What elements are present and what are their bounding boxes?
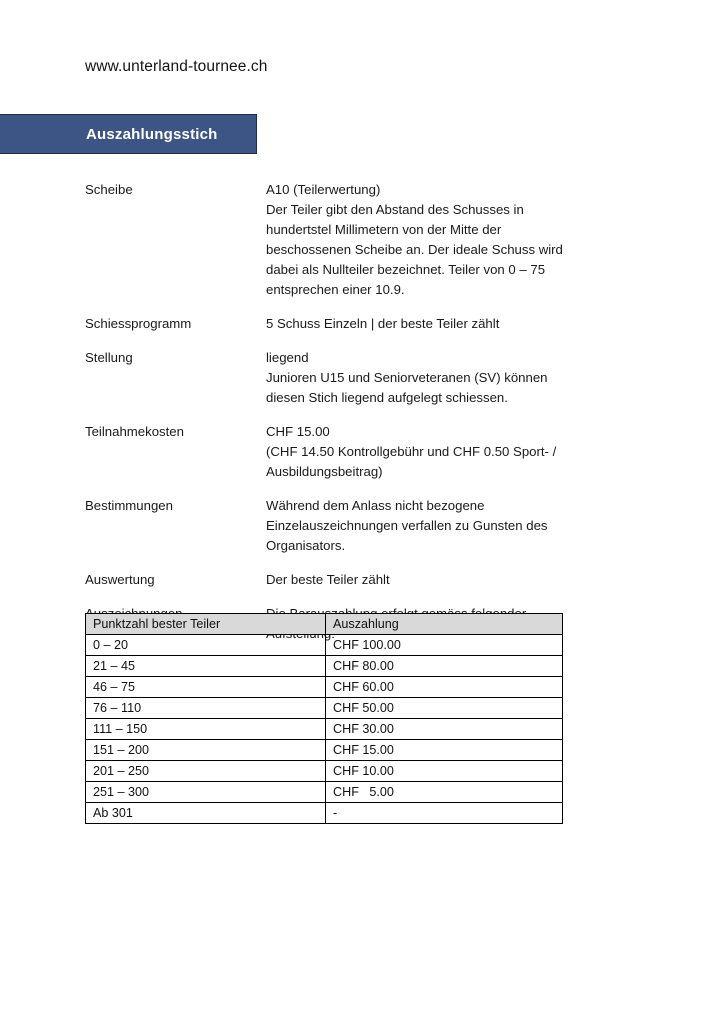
spec-row: [85, 348, 625, 408]
table-row: [86, 635, 563, 656]
spec-value-line: Ausbildungsbeitrag): [266, 464, 383, 479]
payout-amount-cell: CHF 60.00: [326, 677, 563, 698]
spec-value-line: CHF 15.00: [266, 424, 330, 439]
table-row: [86, 782, 563, 803]
spec-value: [266, 570, 625, 590]
table-row: [86, 740, 563, 761]
payout-amount-cell: CHF 15.00: [326, 740, 563, 761]
spec-row: [85, 570, 625, 590]
score-range-cell: 46 – 75: [86, 677, 326, 698]
score-range-cell: 151 – 200: [86, 740, 326, 761]
spec-value-line: A10 (Teilerwertung): [266, 182, 381, 197]
spec-value-line: Organisators.: [266, 538, 346, 553]
spec-row: [85, 180, 625, 300]
spec-label: Teilnahmekosten: [85, 424, 184, 439]
table-row: [86, 761, 563, 782]
table-column-header: Punktzahl bester Teiler: [86, 614, 326, 635]
score-range-cell: 21 – 45: [86, 656, 326, 677]
payout-amount-cell: CHF 100.00: [326, 635, 563, 656]
spec-value-line: diesen Stich liegend aufgelegt schiessen.: [266, 390, 508, 405]
score-range-cell: 251 – 300: [86, 782, 326, 803]
table-header-row: [86, 614, 563, 635]
payout-amount-cell: CHF 30.00: [326, 719, 563, 740]
payout-amount-cell: CHF 80.00: [326, 656, 563, 677]
page-title-banner: [0, 114, 257, 154]
spec-value-line: Junioren U15 und Seniorveteranen (SV) können: [266, 370, 548, 385]
spec-value: [266, 180, 625, 300]
spec-value-line: beschossenen Scheibe an. Der ideale Schuss wird: [266, 242, 563, 257]
table-row: [86, 677, 563, 698]
payout-table: [85, 613, 563, 824]
spec-value: [266, 422, 625, 482]
spec-value-line: Während dem Anlass nicht bezogene: [266, 498, 485, 513]
spec-row: [85, 314, 625, 334]
spec-value: [266, 496, 625, 556]
table-row: [86, 719, 563, 740]
spec-value-line: entsprechen einer 10.9.: [266, 282, 405, 297]
discipline-spec-list: [85, 180, 625, 658]
spec-row: [85, 422, 625, 482]
table-row: [86, 656, 563, 677]
spec-value-line: hundertstel Millimetern von der Mitte der: [266, 222, 502, 237]
table-row: [86, 698, 563, 719]
spec-value-line: liegend: [266, 350, 309, 365]
score-range-cell: 201 – 250: [86, 761, 326, 782]
spec-value-line: Der beste Teiler zählt: [266, 572, 390, 587]
page-title: Auszahlungsstich: [86, 125, 218, 143]
score-range-cell: 111 – 150: [86, 719, 326, 740]
spec-row: [85, 496, 625, 556]
spec-value-line: Einzelauszeichnungen verfallen zu Gunsten des: [266, 518, 548, 533]
payout-amount-cell: -: [326, 803, 563, 824]
spec-label: Bestimmungen: [85, 498, 173, 513]
spec-value-line: 5 Schuss Einzeln | der beste Teiler zählt: [266, 316, 500, 331]
payout-table-container: [85, 613, 562, 824]
spec-value-line: Der Teiler gibt den Abstand des Schusses in: [266, 202, 524, 217]
spec-value: [266, 314, 625, 334]
payout-amount-cell: CHF 50.00: [326, 698, 563, 719]
spec-label: Auswertung: [85, 572, 155, 587]
table-column-header: Auszahlung: [326, 614, 563, 635]
spec-value-line: dabei als Nullteiler bezeichnet. Teiler von 0 – 75: [266, 262, 546, 277]
spec-label: Stellung: [85, 350, 133, 365]
payout-table-body: [86, 635, 563, 824]
spec-value: [266, 348, 625, 408]
score-range-cell: Ab 301: [86, 803, 326, 824]
spec-label: Scheibe: [85, 182, 133, 197]
table-row: [86, 803, 563, 824]
spec-value-line: (CHF 14.50 Kontrollgebühr und CHF 0.50 Sport- /: [266, 444, 557, 459]
spec-label: Schiessprogramm: [85, 316, 192, 331]
site-url: www.unterland-tournee.ch: [85, 58, 268, 75]
payout-amount-cell: CHF 10.00: [326, 761, 563, 782]
score-range-cell: 0 – 20: [86, 635, 326, 656]
payout-amount-cell: CHF 5.00: [326, 782, 563, 803]
score-range-cell: 76 – 110: [86, 698, 326, 719]
